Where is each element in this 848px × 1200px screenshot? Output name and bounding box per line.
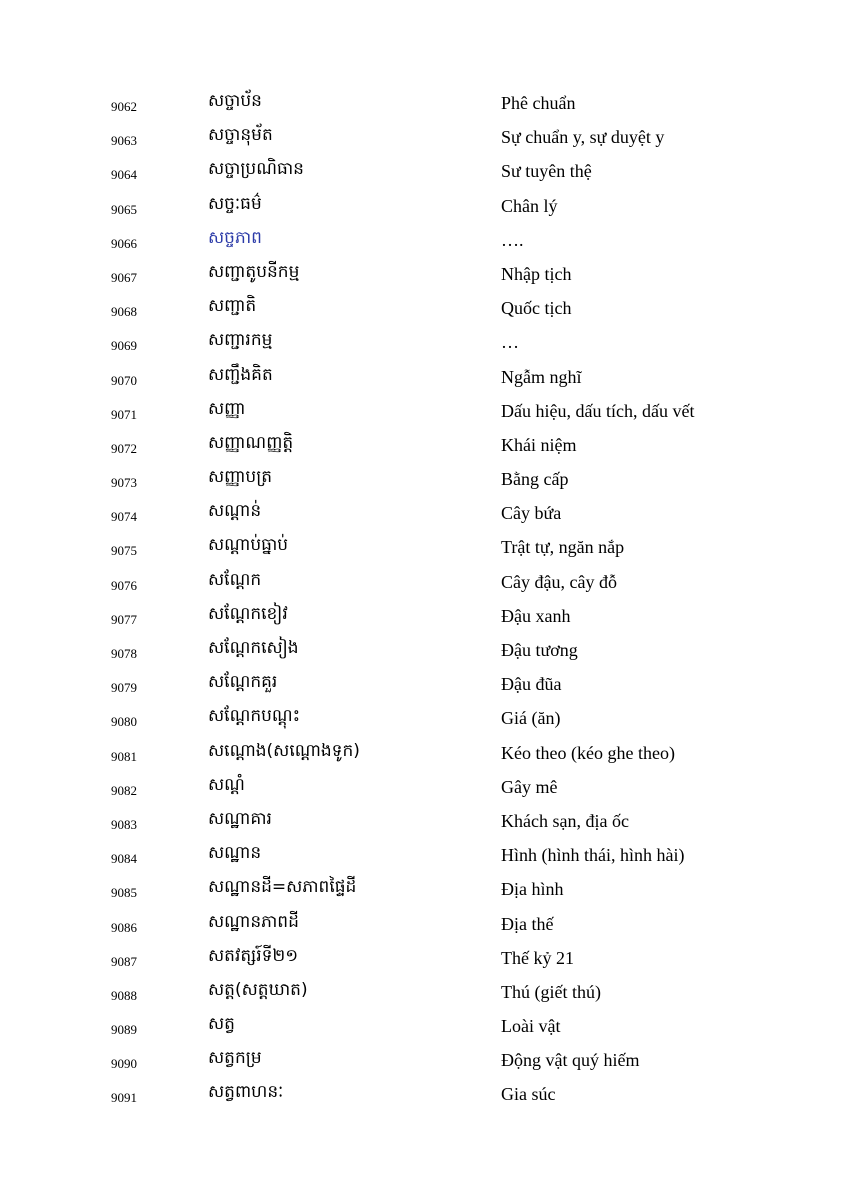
dictionary-entry <box>0 291 848 325</box>
vietnamese-translation: Gây mê <box>501 776 558 797</box>
khmer-term: សច្ចាប្រណិធាន <box>208 159 304 180</box>
khmer-term: សណ្តែកគួរ <box>208 672 278 693</box>
khmer-term: សណ្តែកខៀវ <box>208 603 288 624</box>
entry-number: 9075 <box>111 543 137 559</box>
entry-number: 9066 <box>111 235 137 251</box>
khmer-term: សណ្តាប់ធ្នាប់ <box>208 535 289 556</box>
vietnamese-translation: Loài vật <box>501 1016 561 1037</box>
dictionary-entry <box>0 394 848 428</box>
entry-number: 9068 <box>111 304 137 320</box>
vietnamese-translation: Địa thế <box>501 913 554 934</box>
dictionary-entry <box>0 360 848 394</box>
vietnamese-translation: Thú (giết thú) <box>501 981 601 1002</box>
khmer-term: សច្ចាប័ន <box>208 91 262 111</box>
dictionary-entry <box>0 599 848 633</box>
dictionary-entry <box>0 223 848 257</box>
entry-list <box>0 86 848 1112</box>
dictionary-entry <box>0 154 848 188</box>
entry-number: 9087 <box>111 953 137 969</box>
khmer-term: សតវត្សរ៍ទី២១ <box>208 945 299 966</box>
entry-number: 9070 <box>111 372 137 388</box>
vietnamese-translation: Đậu đũa <box>501 674 562 695</box>
dictionary-entry <box>0 1077 848 1111</box>
khmer-term: សញ្ជាតិ <box>208 296 257 317</box>
entry-number: 9078 <box>111 646 137 661</box>
entry-number: 9089 <box>111 1022 137 1038</box>
vietnamese-translation: Phê chuẩn <box>501 93 576 113</box>
dictionary-entry <box>0 941 848 975</box>
dictionary-entry <box>0 428 848 462</box>
dictionary-entry <box>0 872 848 906</box>
khmer-term: សត្វពាហនៈ <box>208 1082 284 1103</box>
khmer-term: សច្ចភាព <box>208 227 262 248</box>
entry-number: 9063 <box>111 133 137 149</box>
entry-number: 9076 <box>111 577 137 593</box>
khmer-term: សញ្ជឹងគិត <box>208 364 273 385</box>
khmer-term: សណ្តំ <box>208 774 245 795</box>
khmer-term: សណ្ឋាន <box>208 843 262 864</box>
dictionary-entry <box>0 770 848 804</box>
entry-number: 9079 <box>111 680 137 696</box>
vietnamese-translation: Đậu tương <box>501 640 578 660</box>
dictionary-entry <box>0 907 848 941</box>
entry-number: 9085 <box>111 885 137 901</box>
khmer-term: សណ្តែក <box>208 569 262 590</box>
khmer-term: សញ្ជារកម្ម <box>208 330 273 351</box>
vietnamese-translation: Trật tự, ngăn nắp <box>501 537 625 558</box>
vietnamese-translation: Hình (hình thái, hình hài) <box>501 845 685 866</box>
dictionary-entry <box>0 1043 848 1077</box>
vietnamese-translation: Sự chuẩn y, sự duyệt y <box>501 127 665 148</box>
dictionary-entry <box>0 325 848 359</box>
entry-number: 9077 <box>111 611 137 627</box>
khmer-term: សណ្ឋាគារ <box>208 808 272 829</box>
dictionary-entry <box>0 530 848 564</box>
vietnamese-translation: Bằng cấp <box>501 469 569 490</box>
entry-number: 9080 <box>111 714 137 730</box>
entry-number: 9088 <box>111 987 137 1003</box>
entry-number: 9062 <box>111 99 137 114</box>
khmer-term: សត្វ <box>208 1014 235 1035</box>
dictionary-entry <box>0 701 848 735</box>
vietnamese-translation: Ngẫm nghĩ <box>501 366 582 387</box>
khmer-term: សញ្ញាណញ្ញត្តិ <box>208 432 294 453</box>
khmer-term: សណ្តែកសៀង <box>208 638 299 658</box>
dictionary-entry <box>0 86 848 120</box>
khmer-term: សច្ចៈធម៌ <box>208 193 262 214</box>
dictionary-entry <box>0 257 848 291</box>
dictionary-entry <box>0 496 848 530</box>
vietnamese-translation: Nhập tịch <box>501 263 572 284</box>
entry-number: 9086 <box>111 919 137 935</box>
khmer-term: សណ្ឋានដី=សភាពផ្ទៃដី <box>208 877 357 898</box>
entry-number: 9065 <box>111 201 137 217</box>
entry-number: 9083 <box>111 816 137 832</box>
khmer-term: សណ្តែកបណ្តុះ <box>208 706 301 727</box>
dictionary-entry <box>0 120 848 154</box>
khmer-term: សញ្ញា <box>208 398 246 419</box>
vietnamese-translation: … <box>501 332 519 353</box>
dictionary-entry <box>0 975 848 1009</box>
entry-number: 9091 <box>111 1090 137 1106</box>
entry-number: 9090 <box>111 1056 137 1072</box>
vietnamese-translation: Khái niệm <box>501 434 577 455</box>
entry-number: 9064 <box>111 167 137 183</box>
dictionary-entry <box>0 462 848 496</box>
vietnamese-translation: …. <box>501 229 524 250</box>
vietnamese-translation: Chân lý <box>501 195 558 216</box>
entry-number: 9082 <box>111 782 137 798</box>
vietnamese-translation: Thế kỷ 21 <box>501 947 574 968</box>
dictionary-entry <box>0 804 848 838</box>
dictionary-entry <box>0 633 848 667</box>
vietnamese-translation: Dấu hiệu, dấu tích, dấu vết <box>501 400 695 421</box>
khmer-term: សណ្តាន់ <box>208 501 262 522</box>
entry-number: 9074 <box>111 509 137 525</box>
entry-number: 9067 <box>111 269 137 285</box>
khmer-term: សត្ត(សត្តឃាត) <box>208 979 308 1000</box>
khmer-term: សញ្ជាតូបនីកម្ម <box>208 261 300 282</box>
vietnamese-translation: Gia súc <box>501 1084 556 1105</box>
dictionary-entry <box>0 189 848 223</box>
dictionary-entry <box>0 736 848 770</box>
entry-number: 9073 <box>111 475 137 491</box>
vietnamese-translation: Sư tuyên thệ <box>501 161 592 182</box>
khmer-term: សច្ចានុម័ត <box>208 125 273 146</box>
entry-number: 9069 <box>111 338 137 354</box>
dictionary-entry <box>0 838 848 872</box>
vietnamese-translation: Động vật quý hiếm <box>501 1050 640 1071</box>
khmer-term: សណ្ឋានភាពដី <box>208 911 299 932</box>
dictionary-entry <box>0 667 848 701</box>
vietnamese-translation: Cây bứa <box>501 503 562 524</box>
entry-number: 9072 <box>111 440 137 456</box>
khmer-term: សណ្តោង(សណ្តោងទូក) <box>208 740 360 761</box>
vietnamese-translation: Địa hình <box>501 879 564 900</box>
entry-number: 9084 <box>111 851 137 867</box>
vietnamese-translation: Quốc tịch <box>501 298 572 319</box>
dictionary-entry <box>0 565 848 599</box>
dictionary-entry <box>0 1009 848 1043</box>
khmer-term: សត្វកម្រ <box>208 1048 262 1069</box>
khmer-term: សញ្ញាបត្រ <box>208 467 273 488</box>
vietnamese-translation: Cây đậu, cây đỗ <box>501 571 617 592</box>
vietnamese-translation: Kéo theo (kéo ghe theo) <box>501 742 675 763</box>
vietnamese-translation: Giá (ăn) <box>501 708 561 729</box>
vietnamese-translation: Đậu xanh <box>501 605 571 626</box>
entry-number: 9081 <box>111 748 137 764</box>
entry-number: 9071 <box>111 406 137 422</box>
vietnamese-translation: Khách sạn, địa ốc <box>501 810 629 831</box>
